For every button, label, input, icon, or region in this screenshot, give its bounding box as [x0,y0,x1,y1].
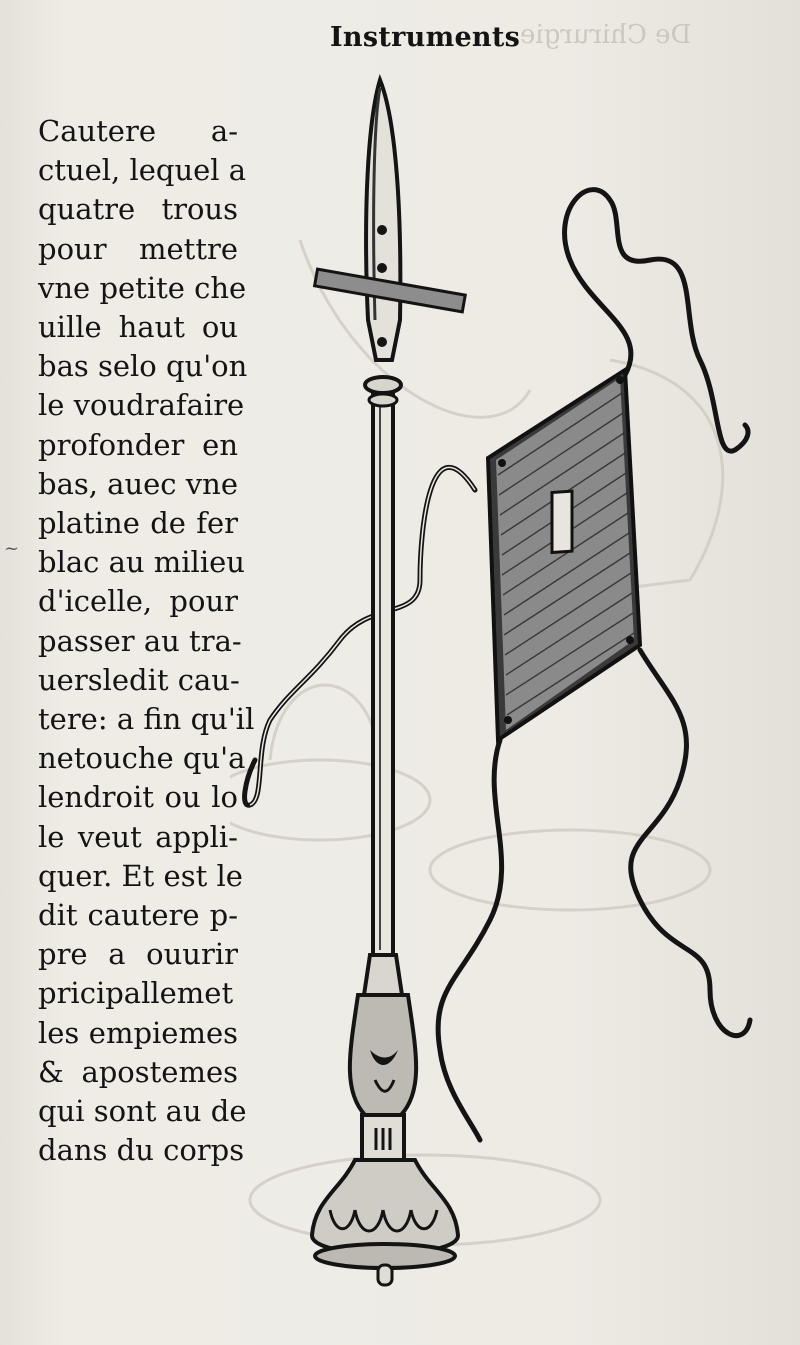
cord-left [245,467,475,805]
caption-line: bas, auec vne [38,466,238,501]
margin-note: ~ [4,538,20,559]
caption-line: dit cautere p- [38,898,238,933]
cautery-handle [312,955,458,1285]
caption-line: d'icelle, pour [38,584,238,619]
caption-line: blac au milieu [38,545,245,580]
caption-line: les empiemes [38,1015,238,1050]
cord-bottom [438,740,502,1140]
caption-line: pour mettre [38,231,238,266]
caption-line: vne petite che [38,270,247,305]
caption-line: netouche qu'a [38,741,246,776]
caption-line: Cautere a- [38,114,238,148]
caption-line: quer. Et est le [38,858,243,893]
bleed-through-text: De Chirurgie [520,20,692,50]
caption-line: bas selo qu'on [38,349,248,384]
caption-line: uersledit cau- [38,662,240,697]
caption-line: uille haut ou [38,310,238,345]
cautery-illustration [230,60,770,1310]
caption-line: pre a ouurir [38,937,238,972]
cautery-shaft [365,377,401,960]
caption-line: pricipallemet [38,976,234,1011]
caption-line: tere: a fin qu'il [38,702,255,737]
caption-line: platine de fer [38,506,238,541]
tin-plate [488,370,640,740]
running-head: Instruments [330,22,521,53]
caption-line: le voudrafaire [38,388,245,423]
caption-line: & apostemes [38,1054,238,1089]
caption-line: lendroit ou lo [38,780,238,815]
caption-text [38,112,255,1170]
caption-line: ctuel, lequel a [38,153,247,188]
caption-line: profonder en [38,427,238,462]
caption-line: dans du corps [38,1133,245,1168]
caption-line: quatre trous [38,192,238,227]
cord-right [631,650,750,1036]
caption-line: passer au tra- [38,623,242,658]
bleed-through-figures [230,240,723,1245]
caption-line: le veut appli- [38,819,238,854]
caption-line: qui sont au de [38,1094,247,1129]
